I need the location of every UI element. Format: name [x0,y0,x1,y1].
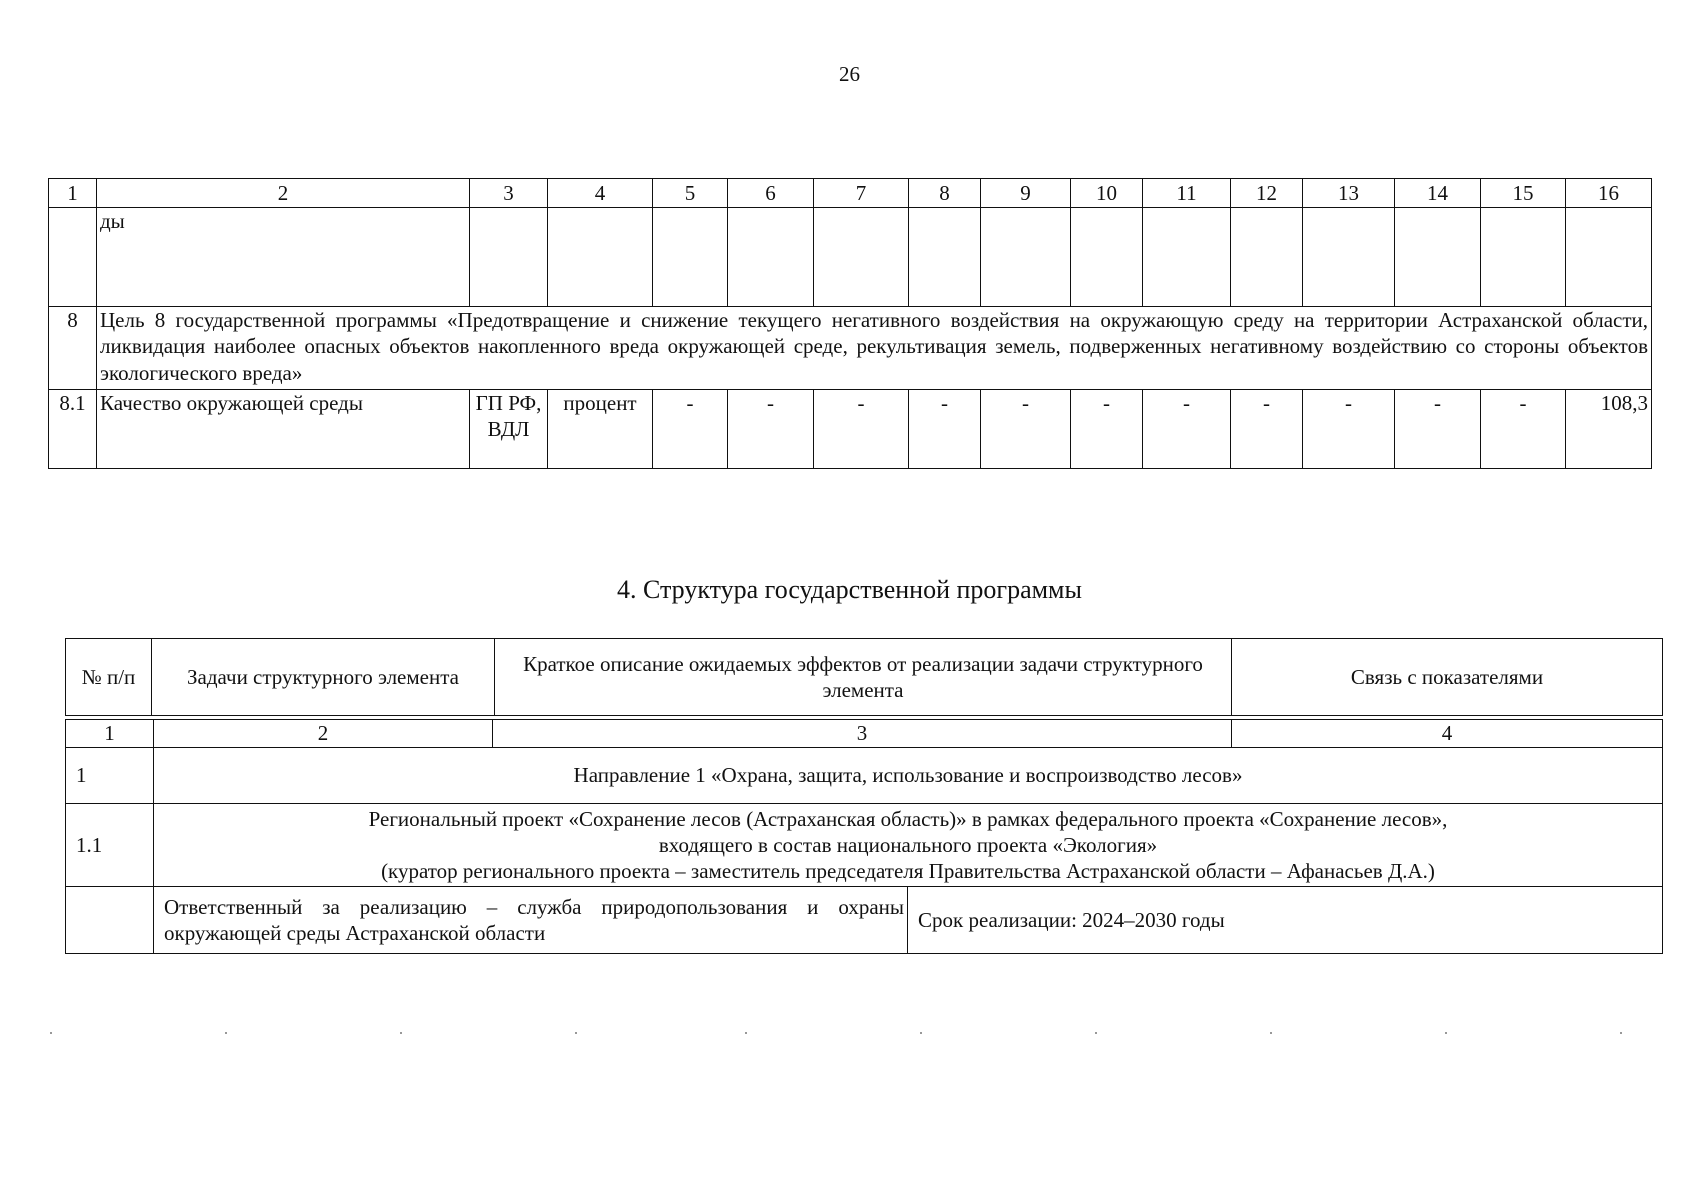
column-number: 10 [1071,179,1143,208]
column-number: 4 [1232,720,1663,748]
indicator-value: - [728,390,814,469]
project-line: входящего в состав национального проекта «Экология» [658,832,1158,857]
scan-dots [0,1032,1699,1036]
indicator-unit: процент [548,390,653,469]
empty-cell [1481,208,1566,307]
indicator-value: - [1395,390,1481,469]
direction-title: Направление 1 «Охрана, защита, использование и воспроизводство лесов» [154,748,1663,804]
column-number: 15 [1481,179,1566,208]
empty-cell [653,208,728,307]
structure-header-row [66,639,1663,716]
empty-cell [728,208,814,307]
goal-number: 8 [49,307,97,390]
indicator-value: - [1071,390,1143,469]
indicator-value: - [1231,390,1303,469]
column-number: 3 [470,179,548,208]
table-row [49,307,1652,390]
column-numbers-row [66,720,1663,748]
empty-cell [1395,208,1481,307]
empty-cell [1143,208,1231,307]
table-row [49,390,1652,469]
continuation-text: ды [97,208,470,307]
indicator-final-value: 108,3 [1566,390,1652,469]
indicator-value: - [653,390,728,469]
structure-header-table [65,638,1663,716]
direction-number: 1 [66,748,154,804]
project-number: 1.1 [66,804,154,887]
scan-dot [1270,1032,1272,1034]
column-number: 16 [1566,179,1652,208]
empty-cell [1231,208,1303,307]
indicator-value: - [909,390,981,469]
column-number: 7 [814,179,909,208]
project-description [154,804,1663,887]
project-line: Региональный проект «Сохранение лесов (Астраханская область)» в рамках федерального проекта «Сохранение лесов», [368,806,1448,831]
page-number: 26 [839,62,860,86]
structure-table [65,719,1663,954]
column-number: 12 [1231,179,1303,208]
responsible-text: Ответственный за реализацию – служба природопользования и охраны окружающей среды Астраханской области [154,887,908,954]
scan-dot [575,1032,577,1034]
empty-cell [814,208,909,307]
empty-cell [470,208,548,307]
indicators-table [48,178,1652,469]
goal-text: Цель 8 государственной программы «Предотвращение и снижение текущего негативного воздействия на окружающую среду на территории Астраханской области, ликвидация наиболее опасных объектов накопленного вреда окружающей среде, рекультивация земель, подверженных негативному воздействию со стороны объектов экологического вреда» [97,307,1652,390]
scan-dot [225,1032,227,1034]
column-number: 5 [653,179,728,208]
indicator-value: - [1481,390,1566,469]
table-row [49,208,1652,307]
direction-row [66,748,1663,804]
implementation-term: Срок реализации: 2024–2030 годы [908,887,1663,954]
empty-cell [548,208,653,307]
column-number: 2 [154,720,493,748]
indicators-header-row [49,179,1652,208]
scan-dot [1445,1032,1447,1034]
empty-cell [66,887,154,954]
empty-cell [909,208,981,307]
column-number: 4 [548,179,653,208]
empty-cell [49,208,97,307]
empty-cell [1303,208,1395,307]
scan-dot [920,1032,922,1034]
column-number: 8 [909,179,981,208]
column-number: 13 [1303,179,1395,208]
indicator-name: Качество окружающей среды [97,390,470,469]
indicator-value: - [1303,390,1395,469]
column-number: 14 [1395,179,1481,208]
header-effects: Краткое описание ожидаемых эффектов от реализации задачи структурного элемента [495,639,1232,716]
scan-dot [50,1032,52,1034]
indicator-value: - [1143,390,1231,469]
project-curator: (куратор регионального проекта – заместитель председателя Правительства Астраханской области – Афанасьев Д.А.) [381,859,1435,884]
scan-dot [1095,1032,1097,1034]
column-number: 11 [1143,179,1231,208]
scan-dot [745,1032,747,1034]
column-number: 9 [981,179,1071,208]
indicator-value: - [981,390,1071,469]
header-indicators-link: Связь с показателями [1232,639,1663,716]
header-number: № п/п [66,639,152,716]
column-number: 6 [728,179,814,208]
empty-cell [1071,208,1143,307]
indicator-number: 8.1 [49,390,97,469]
column-number: 3 [493,720,1232,748]
responsible-row [66,887,1663,954]
indicator-value: - [814,390,909,469]
column-number: 1 [66,720,154,748]
project-row [66,804,1663,887]
empty-cell [1566,208,1652,307]
header-tasks: Задачи структурного элемента [152,639,495,716]
scan-dot [1620,1032,1622,1034]
section-title: 4. Структура государственной программы [617,575,1082,604]
indicator-level: ГП РФ, ВДЛ [470,390,548,469]
column-number: 1 [49,179,97,208]
scan-dot [400,1032,402,1034]
column-number: 2 [97,179,470,208]
empty-cell [981,208,1071,307]
